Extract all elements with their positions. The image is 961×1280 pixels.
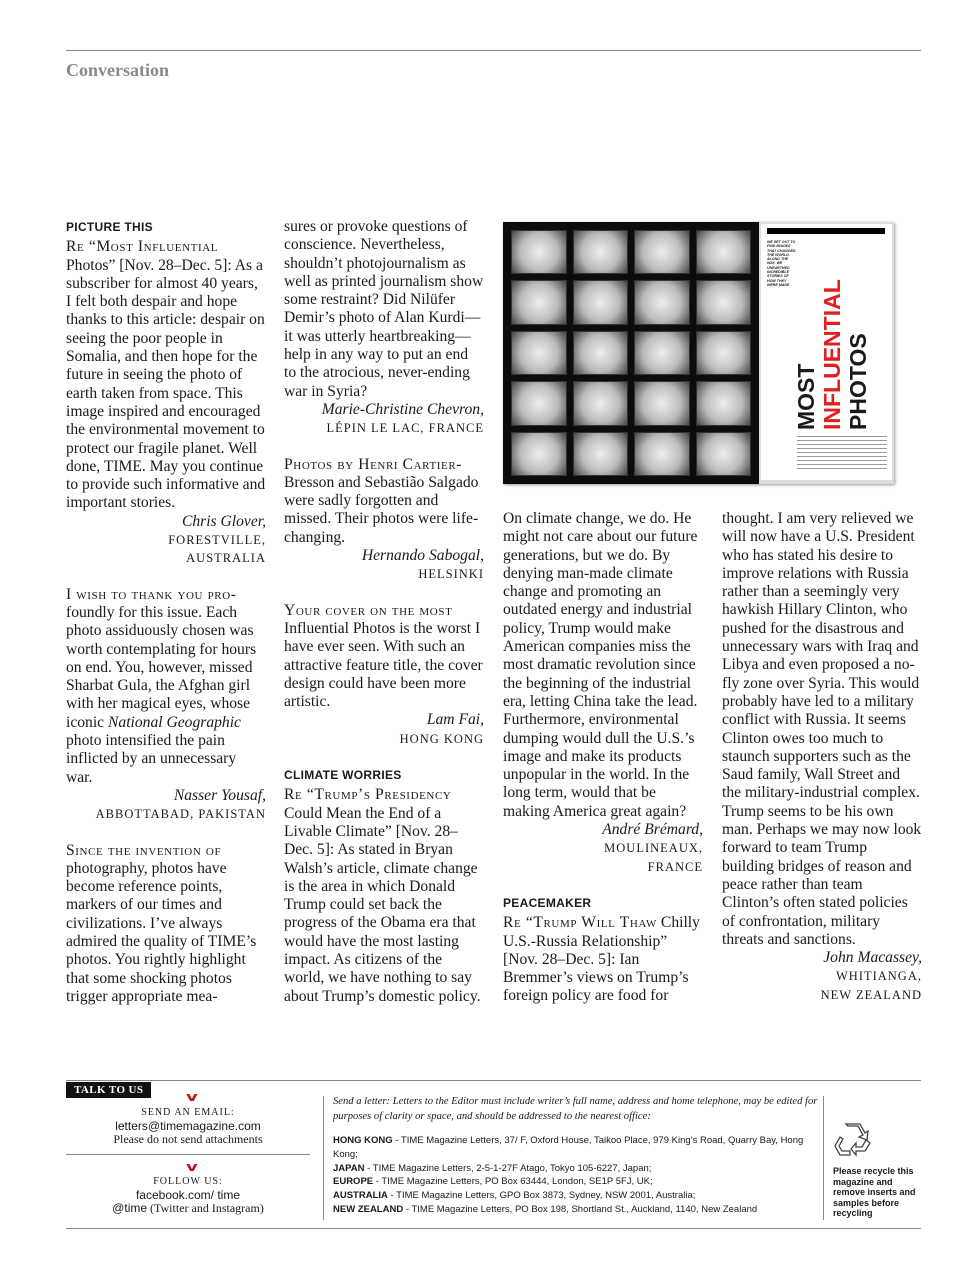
- column-3: [503, 510, 703, 1006]
- letter-signature: Chris Glover,: [181, 512, 266, 530]
- letter-body: On climate change, we do. He might not care about our future generations, but we do. By denying man-made climate change and promoting an outdated energy and industrial policy, Trump would make American companies miss the most dramatic revolution since the beginning of the industrial era, letting China take the lead. Furthermore, environmental dumping would dull the U.S.’s image and make its products unpopular in the world. In the long term, would that be making America great again?: [503, 510, 698, 820]
- letter-location: LÉPIN LE LAC, FRANCE: [326, 421, 484, 436]
- letter-heading: CLIMATE WORRIES: [284, 768, 402, 783]
- letter-location: WHITIANGA,: [835, 969, 922, 984]
- office-address: JAPAN - TIME Magazine Letters, 2-5-1-27F Atago, Tokyo 105-6227, Japan;: [333, 1162, 652, 1174]
- follow-block: FOLLOW US: facebook.com/ time @time (Twitter and Instagram): [66, 1175, 310, 1216]
- section-title: Conversation: [66, 60, 169, 80]
- letter-location: NEW ZEALAND: [820, 987, 922, 1002]
- letter-body: Since the invention of photography, photos have become reference points, markers of our times and civilizations. I’ve always admired the quality of TIME’s photos. You rightly highlight that some shocking photos trigger appropriate mea-: [66, 841, 257, 1005]
- facebook-link[interactable]: facebook.com/ time: [135, 1187, 241, 1202]
- office-address: AUSTRALIA - TIME Magazine Letters, GPO Box 3873, Sydney, NSW 2001, Australia;: [333, 1190, 696, 1202]
- letter-signature: Nasser Yousaf,: [173, 786, 266, 804]
- letter-location: HELSINKI: [418, 567, 484, 582]
- letter-body: Re “Trump’s Presidency Could Mean the End of a Livable Climate” [Nov. 28–Dec. 5]: As stated in Bryan Walsh’s article, climate change is the area in which Donald Trump could set back the progress of the Obama era that would have the most lasting impact. As citizens of the world, we have nothing to say about Trump’s domestic policy.: [284, 786, 481, 1005]
- column-4: [722, 510, 922, 1004]
- letter-signature: André Brémard,: [602, 821, 703, 839]
- letter-location: FRANCE: [647, 859, 703, 874]
- letter-location: AUSTRALIA: [186, 551, 266, 566]
- magazine-title-page: WE SET OUT TO FIND IMAGES THAT CHANGED THE WORLD. ALONG THE WAY, WE UNEARTHED INCREDIBLE STORIES OF HOW THEY WERE MADE MOST INFLUENTIAL PHOTOS: [761, 224, 892, 480]
- column-2: [284, 218, 484, 1006]
- letter-location: ABBOTTABAD, PAKISTAN: [95, 807, 266, 822]
- column-1: [66, 218, 266, 1006]
- talk-to-us-label: TALK TO US: [66, 1082, 151, 1098]
- office-address: EUROPE - TIME Magazine Letters, PO Box 63444, London, SE1P 5FJ, UK;: [333, 1176, 653, 1188]
- mailing-addresses: Send a letter: Letters to the Editor must include writer’s full name, address and home telephone, may be edited for purposes of clarity or space, and should be addressed to the nearest office: HONG KONG - TIME Magazine Letters, 37/ F, Oxford House, Taikoo Place, 979 King’s Road, Quarry Bay, Hong Kong; JAPAN - TIME Magazine Letters, 2-5-1-27F Atago, Tokyo 105-6227, Japan; EUROPE - TIME Magazine Letters, PO Box 63444, London, SE1P 5FJ, UK; AUSTRALIA - TIME Magazine Letters, GPO Box 3873, Sydney, NSW 2001, Australia; NEW ZEALAND - TIME Magazine Letters, PO Box 198, Shortland St., Auckland, 1140, New Zealand: [333, 1094, 823, 1217]
- office-address: HONG KONG - TIME Magazine Letters, 37/ F, Oxford House, Taikoo Place, 979 King’s Road, Quarry Bay, Hong Kong;: [333, 1135, 804, 1160]
- letter-signature: Lam Fai,: [426, 711, 484, 729]
- recycle-icon: [832, 1120, 874, 1162]
- letter-signature: Hernando Sabogal,: [361, 547, 484, 565]
- letter-heading: PEACEMAKER: [503, 895, 592, 910]
- letter-body: thought. I am very relieved we will now have a U.S. President who has stated his desire to improve relations with Russia rather than a seemingly very hawkish Hillary Clinton, who pushed for the disastrous and unnecessary wars with Iraq and Libya and even proposed a no-fly zone over Syria. This would probably have led to a military conflict with Russia. It seems Clinton owes too much to staunch supporters such as the Saud family, Wall Street and the military-industrial complex. Trump seems to be his own man. Perhaps we may now look forward to team Trump building bridges of reason and peace rather than team Clinton’s often stated policies of confrontation, military threats and sanctions.: [722, 510, 922, 948]
- letter-body: Your cover on the most Influential Photos is the worst I have ever seen. With such an attractive feature title, the cover design could have been more artistic.: [284, 601, 483, 711]
- chevron-down-icon: v: [186, 1090, 198, 1104]
- letter-body: Re “Most Influential Photos” [Nov. 28–Dec. 5]: As a subscriber for almost 40 years, I felt both despair and hope thanks to this article: despair on seeing the poor people in Somalia, and then hope for the future in seeing the photo of earth taken from space. This image inspired and encouraged the environmental movement to protect our fragile planet. Well done, TIME. May you continue to provide such informative and important stories.: [66, 238, 266, 512]
- top-rule: [66, 50, 921, 51]
- email-block: SEND AN EMAIL: letters@timemagazine.com Please do not send attachments: [66, 1106, 310, 1147]
- letter-body: Photos by Henri Cartier- Bresson and Sebastião Salgado were sadly forgotten and missed. Their photos were life-changing.: [284, 455, 479, 546]
- letter-body: sures or provoke questions of conscience. Nevertheless, shouldn’t photojournalism as well as printed journalism show some restraint? Did Nilüfer Demir’s photo of Alan Kurdi—it was utterly heartbreaking—help in any way to put an end to the atrocious, never-ending war in Syria?: [284, 218, 484, 400]
- letter-signature: Marie-Christine Chevron,: [321, 400, 484, 418]
- footer-top-rule: [66, 1080, 921, 1081]
- office-address: NEW ZEALAND - TIME Magazine Letters, PO Box 198, Shortland St., Auckland, 1140, New Zealand: [333, 1203, 758, 1215]
- twitter-link[interactable]: @time: [112, 1201, 148, 1215]
- recycle-note: Please recycle this magazine and remove inserts and samples before recycling: [833, 1166, 916, 1218]
- bottom-rule: [66, 1228, 921, 1229]
- letter-signature: John Macassey,: [823, 949, 922, 967]
- letter-body: I wish to thank you pro- foundly for this issue. Each photo assiduously chosen was worth contemplating for hours on end. You, however, missed Sharbat Gula, the Afghan girl with her magical eyes, whose iconic National Geographic photo intensified the pain inflicted by an unnecessary war.: [66, 585, 257, 786]
- contact-sheet: [503, 222, 759, 484]
- divider: [66, 1154, 310, 1155]
- magazine-spread-image: [503, 222, 894, 484]
- letter-location: MOULINEAUX,: [604, 841, 703, 856]
- letter-location: HONG KONG: [399, 731, 484, 746]
- letter-location: FORESTVILLE,: [168, 533, 266, 548]
- talk-to-us-footer: [66, 1082, 921, 1222]
- letter-heading: PICTURE THIS: [66, 220, 153, 234]
- chevron-down-icon: v: [186, 1160, 198, 1174]
- letter-body: Re “Trump Will Thaw Chilly U.S.-Russia Relationship” [Nov. 28–Dec. 5]: Ian Bremmer’s views on Trump’s foreign policy are food for: [503, 914, 700, 1005]
- email-link[interactable]: letters@timemagazine.com: [115, 1118, 261, 1133]
